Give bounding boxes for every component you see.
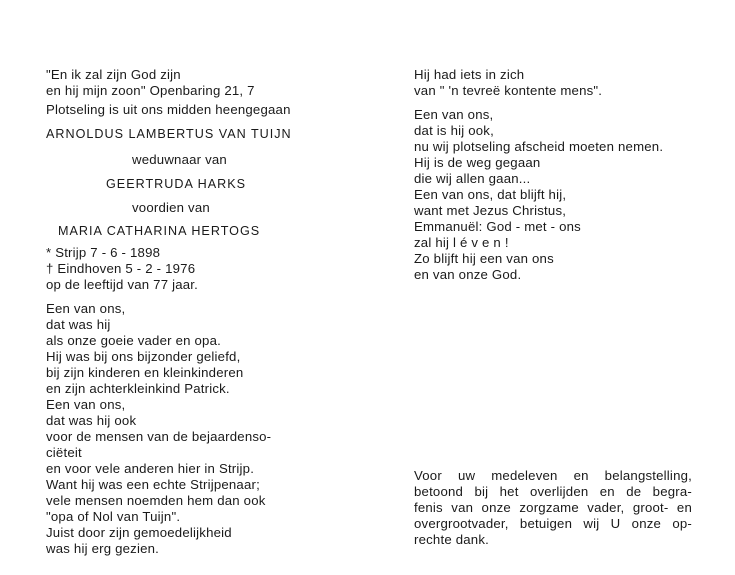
poem-line: Een van ons, dat blijft hij, bbox=[414, 187, 567, 202]
spouse1-name: GEERTRUDA HARKS bbox=[106, 177, 247, 191]
deceased-name: ARNOLDUS LAMBERTUS VAN TUIJN bbox=[46, 127, 292, 141]
poem-line: want met Jezus Christus, bbox=[414, 203, 567, 218]
bible-quote-line1: "En ik zal zijn God zijn bbox=[46, 67, 181, 82]
poem-line: Want hij was een echte Strijpenaar; bbox=[46, 477, 260, 492]
poem-line: en voor vele anderen hier in Strijp. bbox=[46, 461, 255, 476]
death-line: † Eindhoven 5 - 2 - 1976 bbox=[46, 261, 196, 276]
poem-line: als onze goeie vader en opa. bbox=[46, 333, 221, 348]
poem-line: zal hij l é v e n ! bbox=[414, 235, 509, 250]
thanks-line: betoond bij het overlijden en de begra- bbox=[414, 484, 692, 499]
poem-line: Een van ons, bbox=[414, 107, 494, 122]
poem-line: Juist door zijn gemoedelijkheid bbox=[46, 525, 232, 540]
bible-quote-line2: en hij mijn zoon" Openbaring 21, 7 bbox=[46, 83, 255, 98]
poem-line: Zo blijft hij een van ons bbox=[414, 251, 554, 266]
intro-text: Plotseling is uit ons midden heengegaan bbox=[46, 102, 291, 117]
thanks-line: fenis van onze zorgzame vader, groot- en bbox=[414, 500, 692, 515]
poem-line: Een van ons, bbox=[46, 397, 126, 412]
poem-line: "opa of Nol van Tuijn". bbox=[46, 509, 181, 524]
poem-line: Hij was bij ons bijzonder geliefd, bbox=[46, 349, 241, 364]
poem-line: bij zijn kinderen en kleinkinderen bbox=[46, 365, 244, 380]
age-line: op de leeftijd van 77 jaar. bbox=[46, 277, 199, 292]
poem-line: dat was hij bbox=[46, 317, 111, 332]
poem-line: en zijn achterkleinkind Patrick. bbox=[46, 381, 230, 396]
thanks-line: Voor uw medeleven en belangstelling, bbox=[414, 468, 692, 483]
poem-line: vele mensen noemden hem dan ook bbox=[46, 493, 266, 508]
poem-line: Hij had iets in zich bbox=[414, 67, 525, 82]
poem-line: nu wij plotseling afscheid moeten nemen. bbox=[414, 139, 664, 154]
spouse2-name: MARIA CATHARINA HERTOGS bbox=[58, 224, 261, 238]
poem-line: en van onze God. bbox=[414, 267, 522, 282]
poem-line: Emmanuël: God - met - ons bbox=[414, 219, 581, 234]
thanks-line: overgrootvader, betuigen wij U onze op- bbox=[414, 516, 692, 531]
previously-of-text: voordien van bbox=[132, 200, 210, 215]
poem-line: Een van ons, bbox=[46, 301, 126, 316]
poem-line: dat is hij ook, bbox=[414, 123, 494, 138]
poem-line: was hij erg gezien. bbox=[46, 541, 160, 556]
birth-line: * Strijp 7 - 6 - 1898 bbox=[46, 245, 161, 260]
widower-of-text: weduwnaar van bbox=[132, 152, 227, 167]
poem-line: die wij allen gaan... bbox=[414, 171, 531, 186]
poem-line: dat was hij ook bbox=[46, 413, 137, 428]
thanks-line: rechte dank. bbox=[414, 532, 489, 547]
poem-line: voor de mensen van de bejaardenso- bbox=[46, 429, 272, 444]
poem-line: van " 'n tevreë kontente mens". bbox=[414, 83, 603, 98]
poem-line: Hij is de weg gegaan bbox=[414, 155, 541, 170]
poem-line: ciëteit bbox=[46, 445, 82, 460]
